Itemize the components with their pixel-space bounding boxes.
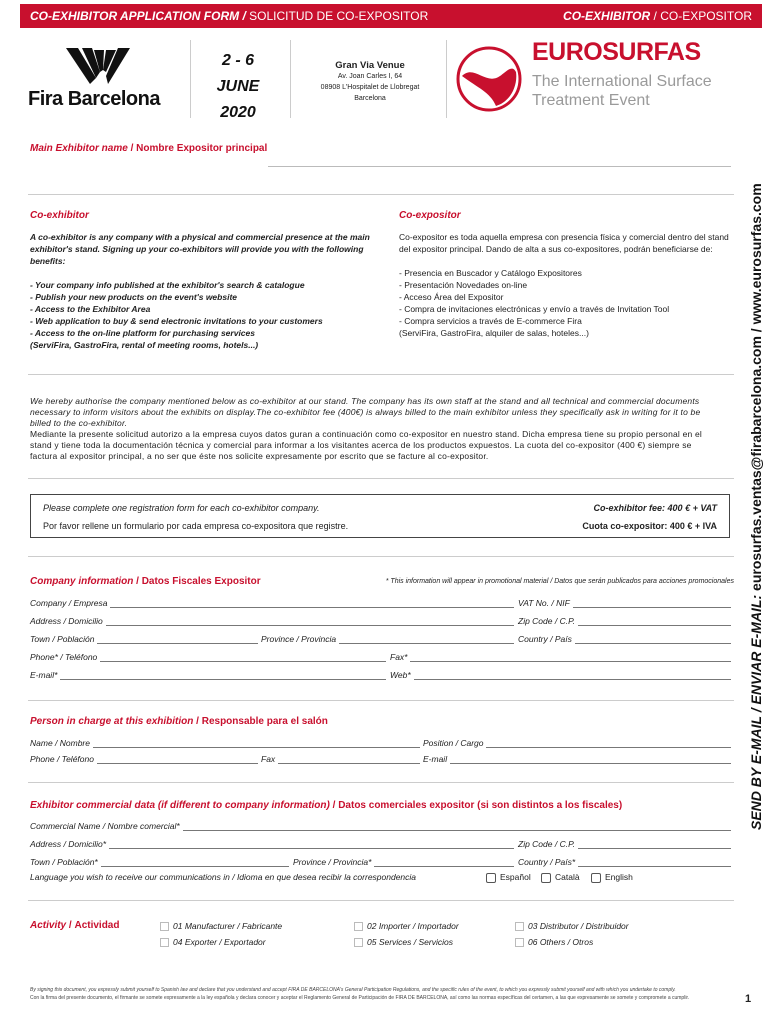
checkbox[interactable] <box>486 873 496 883</box>
event-year: 2020 <box>220 104 256 121</box>
legal-text <box>30 986 730 1002</box>
checkbox[interactable] <box>515 922 524 931</box>
checkbox[interactable] <box>515 938 524 947</box>
main-exhibitor-label: Main Exhibitor name / Nombre Expositor principal <box>30 143 268 154</box>
venue-address-line: Av. Joan Carles I, 64 <box>337 73 403 80</box>
form-title-short: CO-EXHIBITOR / CO-EXPOSITOR <box>563 9 752 23</box>
co-exhibitor-es <box>399 210 731 339</box>
town-field[interactable]: Town / Población <box>30 632 258 644</box>
zip-field[interactable]: Zip Code / C.P. <box>518 614 731 626</box>
phone-field[interactable]: Phone / Teléfono <box>30 752 258 764</box>
divider <box>290 40 291 118</box>
list-item: (ServiFira, GastroFira, alquiler de salas, hoteles...) <box>399 328 589 338</box>
name-field[interactable]: Name / Nombre <box>30 736 420 748</box>
activity-title: Activity / Actividad <box>30 920 120 931</box>
checkbox[interactable] <box>354 938 363 947</box>
list-item: (ServiFira, GastroFira, rental of meeting rooms, hotels...) <box>30 340 259 350</box>
header-bar <box>20 4 762 28</box>
divider <box>190 40 191 118</box>
list-item: - Access to the Exhibitor Area <box>30 304 151 314</box>
company-field[interactable]: Company / Empresa <box>30 596 514 608</box>
language-option-catala[interactable]: Català <box>541 872 580 883</box>
section-divider <box>28 900 734 901</box>
list-item: - Web application to buy & send electronic invitations to your customers <box>30 316 323 326</box>
town-field[interactable]: Town / Población* <box>30 855 289 867</box>
co-exhibitor-title: Co-exhibitor <box>30 210 89 221</box>
activity-option[interactable]: 02 Importer / Importador <box>354 921 459 931</box>
section-divider <box>28 700 734 701</box>
fira-barcelona-logo <box>28 48 174 112</box>
checkbox[interactable] <box>160 938 169 947</box>
venue-info <box>300 60 440 104</box>
list-item: - Acceso Área del Expositor <box>399 292 504 302</box>
email-field[interactable]: E-mail <box>423 752 731 764</box>
fee-note-es: Por favor rellene un formulario por cada empresa co-expositora que registre. <box>43 521 349 531</box>
company-info-title: Company information / Datos Fiscales Expositor <box>30 576 261 587</box>
authorisation-en: We hereby authorise the company mentioned below as co-exhibitor at our stand. The company has its own staff at the stand and all technical and commercial documents necessary to inform visitors about the exhibits on display.The co-exhibitor fee (400€) is always billed to the main exhibitor unless they specifically ask in writing for it to be billed to the co-exhibitor. <box>30 396 701 428</box>
checkbox[interactable] <box>541 873 551 883</box>
list-item: - Access to the on-line platform for purchasing services <box>30 328 255 338</box>
section-divider <box>28 556 734 557</box>
language-option-english[interactable]: English <box>591 872 633 883</box>
position-field[interactable]: Position / Cargo <box>423 736 731 748</box>
page-number: 1 <box>745 993 752 1005</box>
language-option-espanol[interactable]: Español <box>486 872 531 883</box>
divider <box>446 40 447 118</box>
checkbox[interactable] <box>354 922 363 931</box>
section-divider <box>28 194 734 195</box>
co-exhibitor-intro: A co-exhibitor is any company with a physical and commercial presence at the main exhibitor's stand. Signing up your co-exhibitors will provide you with the following benefits: <box>30 232 370 266</box>
section-divider <box>28 782 734 783</box>
fax-field[interactable]: Fax <box>261 752 420 764</box>
web-field[interactable]: Web* <box>390 668 731 680</box>
fira-mark-icon <box>66 48 132 84</box>
legal-en: By signing this document, you expressly submit yourself to Spanish law and declare that you understand and accept FIRA DE BARCELONA's General Participation Regulations, and the specific rules of the event, to which you expressly submit yourself and with which you undertake to comply. <box>30 987 676 993</box>
co-expositor-intro: Co-expositor es toda aquella empresa con presencia física y comercial dentro del stand del expositor principal. Dando de alta a sus co-expositores, podrán beneficiarse de: <box>399 232 729 254</box>
province-field[interactable]: Province / Provincia <box>261 632 514 644</box>
co-expositor-title: Co-expositor <box>399 210 461 221</box>
event-name: EUROSURFAS <box>532 38 701 66</box>
list-item: - Compra de invitaciones electrónicas y envío a través de Invitation Tool <box>399 304 670 314</box>
email-field[interactable]: E-mail* <box>30 668 386 680</box>
benefits-list <box>30 279 370 351</box>
person-in-charge-title: Person in charge at this exhibition / Responsable para el salón <box>30 716 328 727</box>
fax-field[interactable]: Fax* <box>390 650 731 662</box>
fee-es: Cuota co-expositor: 400 € + IVA <box>582 521 717 531</box>
commercial-name-field[interactable]: Commercial Name / Nombre comercial* <box>30 819 731 831</box>
legal-es: Con la firma del presente documento, el firmante se somete expresamente a la ley española y declara conocer y aceptar el Reglamento General de Participación de FIRA DE BARCELONA, así como las normas específicas del certamen, a las que expresamente se somete y compromete a cumplir. <box>30 995 690 1001</box>
fee-box <box>30 494 730 538</box>
vat-field[interactable]: VAT No. / NIF <box>518 596 731 608</box>
country-field[interactable]: Country / País <box>518 632 731 644</box>
list-item: - Your company info published at the exhibitor's search & catalogue <box>30 280 305 290</box>
language-label: Language you wish to receive our communications in / Idioma en que desea recibir la correspondencia <box>30 872 417 882</box>
zip-field[interactable]: Zip Code / C.P. <box>518 837 731 849</box>
benefits-list <box>399 267 731 339</box>
event-days: 2 - 6 <box>221 52 254 69</box>
list-item: - Compra servicios a través de E-commerce Fira <box>399 316 582 326</box>
event-month: JUNE <box>216 78 260 95</box>
address-field[interactable]: Address / Domicilio* <box>30 837 514 849</box>
checkbox[interactable] <box>591 873 601 883</box>
list-item: - Presencia en Buscador y Catálogo Expositores <box>399 268 582 278</box>
list-item: - Presentación Novedades on-line <box>399 280 528 290</box>
activity-option[interactable]: 03 Distributor / Distribuidor <box>515 921 629 931</box>
fee-note-en: Please complete one registration form for each co-exhibitor company. <box>43 503 320 513</box>
activity-option[interactable]: 05 Services / Servicios <box>354 937 453 947</box>
activity-option[interactable]: 06 Others / Otros <box>515 937 593 947</box>
address-field[interactable]: Address / Domicilio <box>30 614 514 626</box>
section-divider <box>28 374 734 375</box>
main-exhibitor-input[interactable] <box>268 166 731 167</box>
event-subtitle: The International Surface Treatment Event <box>532 73 712 109</box>
activity-option[interactable]: 04 Exporter / Exportador <box>160 937 266 947</box>
co-exhibitor-en <box>30 210 370 351</box>
section-divider <box>28 478 734 479</box>
venue-address-line: Barcelona <box>354 95 386 102</box>
fee-en: Co-exhibitor fee: 400 € + VAT <box>593 503 717 513</box>
event-dates <box>208 48 268 126</box>
authorisation-text <box>30 396 720 462</box>
form-title: CO-EXHIBITOR APPLICATION FORM / SOLICITUD DE CO-EXPOSITOR <box>30 9 429 23</box>
promotional-note: * This information will appear in promotional material / Datos que serán publicados para acciones promocionales <box>385 578 734 585</box>
authorisation-es: Mediante la presente solicitud autorizo a la empresa cuyos datos guran a continuación como co-expositor en nuestro stand. Dicha empresa tiene su propio personal en el stand y tiene toda la documentación técnica y comercial para informar a los visitantes acerca de los productos expuestos. La cuota del co-expositor (400 €) siempre se factura al expositor principal, a no ser que éste nos solicite expresamente por escrito que se facture al co-expositor. <box>30 429 703 461</box>
country-field[interactable]: Country / País* <box>518 855 731 867</box>
commercial-data-title: Exhibitor commercial data (if different to company information) / Datos comerciales expositor (si son distintos a los fiscales) <box>30 800 623 811</box>
venue-address-line: 08908 L'Hospitalet de Llobregat <box>320 84 420 91</box>
checkbox[interactable] <box>160 922 169 931</box>
province-field[interactable]: Province / Provincia* <box>293 855 514 867</box>
venue-name: Gran Via Venue <box>335 60 405 71</box>
phone-field[interactable]: Phone* / Teléfono <box>30 650 386 662</box>
eurosurfas-logo-icon <box>456 46 522 112</box>
contact-email-link[interactable]: eurosurfas.ventas@firabarcelona.com / www.eurosurfas.com <box>748 183 764 591</box>
list-item: - Publish your new products on the event's website <box>30 292 237 302</box>
send-by-email-side-text: SEND BY E-MAIL / ENVIAR E-MAIL: eurosurfas.ventas@firabarcelona.com / www.eurosurfas.com <box>748 183 764 830</box>
fira-barcelona-name: Fira Barcelona <box>28 88 160 110</box>
activity-option[interactable]: 01 Manufacturer / Fabricante <box>160 921 282 931</box>
